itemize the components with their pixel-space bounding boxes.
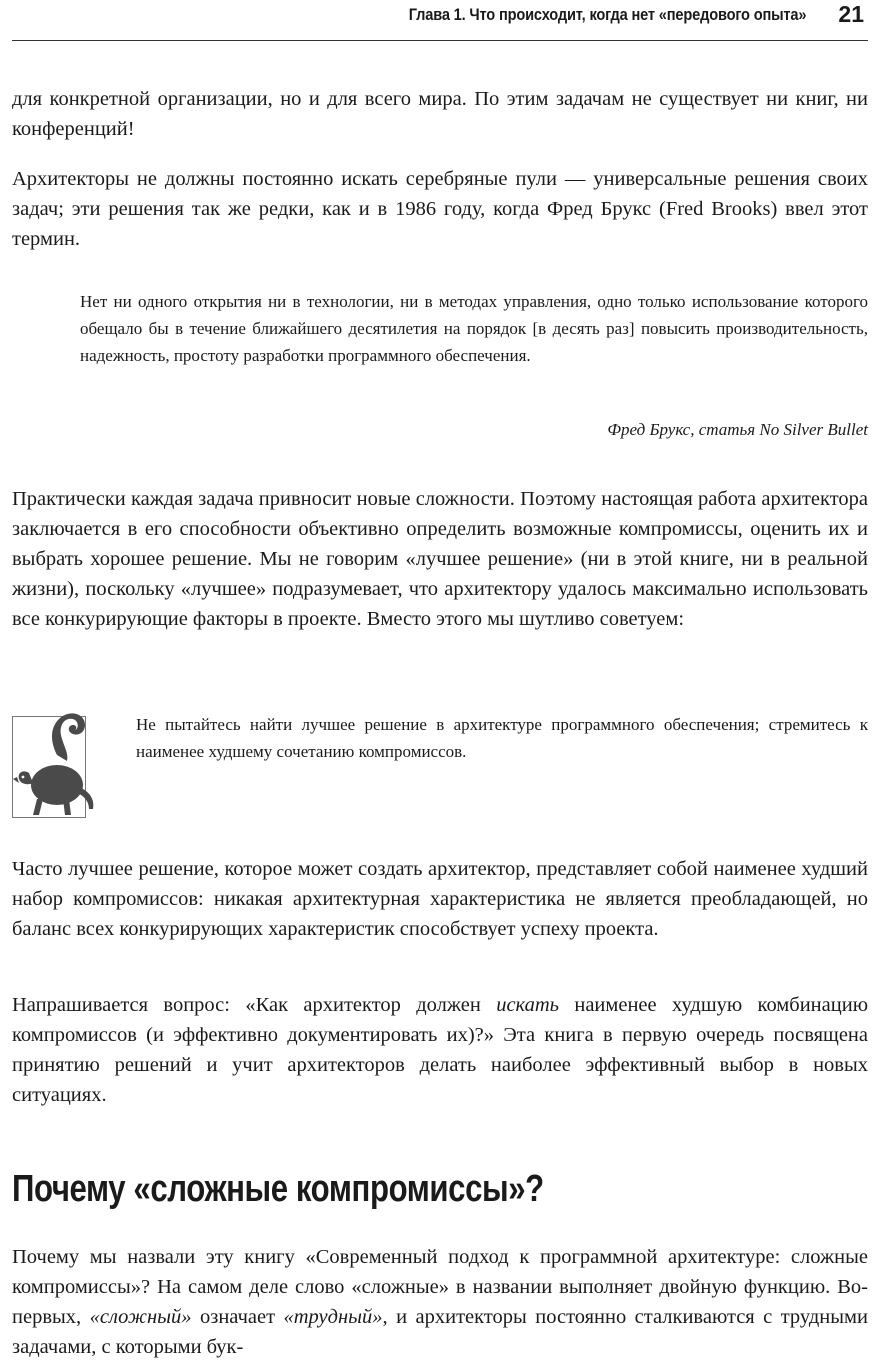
paragraph-5-end: наименее худшую комбинацию компромиссов (и эффективно документировать их)?» Эта книга в первую очередь посвящена принятию решений и учит архитекторов делать наиболее эффективный выбор в новых ситуациях.	[12, 994, 869, 1106]
paragraph-6	[12, 1242, 868, 1362]
paragraph-5	[12, 990, 868, 1110]
paragraph-5-start: Напрашивается вопрос: «Как архитектор должен	[12, 994, 497, 1016]
lemur-icon	[11, 703, 111, 823]
paragraph-4: Часто лучшее решение, которое может создать архитектор, представляет собой наименее худший набор компромиссов: никакая архитектурная характеристика не является преобладающей, но баланс всех конкурирующих характеристик способствует успеху проекта.	[12, 858, 868, 940]
paragraph-6-emphasis-2: «трудный»	[283, 1306, 383, 1328]
book-page	[12, 0, 868, 1368]
chapter-title: Глава 1. Что происходит, когда нет «передового опыта»	[408, 5, 806, 24]
quote-attribution: Фред Брукс, статья No Silver Bullet	[607, 420, 868, 439]
page-number: 21	[838, 1, 864, 27]
running-header	[12, 0, 868, 41]
paragraph-3: Практически каждая задача привносит новые сложности. Поэтому настоящая работа архитектора заключается в его способности объективно определить возможные компромиссы, оценить их и выбрать хорошее решение. Мы не говорим «лучшее решение» (ни в этой книге, ни в реальной жизни), поскольку «лучшее» подразумевает, что архитектору удалось максимально использовать все конкурирующие факторы в проекте. Вместо этого мы шутливо советуем:	[12, 488, 868, 630]
tip-text: Не пытайтесь найти лучшее решение в архитектуре программного обеспечения; стремитесь к наименее худшему сочетанию компромиссов.	[136, 715, 868, 761]
tip-icon-frame	[12, 716, 86, 818]
paragraph-6-part-c: , и архитекторы постоянно сталкиваются с трудными задачами, с которыми бук-	[12, 1306, 868, 1358]
paragraph-6-part-a: Почему мы назвали эту книгу «Современный подход к программной архитектуре: сложные компромиссы»? На самом деле слово «сложные» в названии выполняет двойную функцию. Во-первых,	[12, 1246, 868, 1328]
paragraph-5-emphasis: искать	[496, 994, 559, 1016]
paragraph-6-part-b: означает	[191, 1306, 284, 1328]
section-heading: Почему «сложные компромиссы»?	[12, 1168, 544, 1210]
quote-text: Нет ни одного открытия ни в технологии, ни в методах управления, одно только использование которого обещало бы в течение ближайшего десятилетия на порядок [в десять раз] повысить производительность, надежность, простоту разработки программного обеспечения.	[80, 292, 868, 365]
paragraph-1: для конкретной организации, но и для всего мира. По этим задачам не существует ни книг, ни конференций!	[12, 88, 868, 140]
paragraph-2: Архитекторы не должны постоянно искать серебряные пули — универсальные решения своих задач; эти решения так же редки, как и в 1986 году, когда Фред Брукс (Fred Brooks) ввел этот термин.	[12, 168, 868, 250]
paragraph-6-emphasis-1: «сложный»	[89, 1306, 192, 1328]
